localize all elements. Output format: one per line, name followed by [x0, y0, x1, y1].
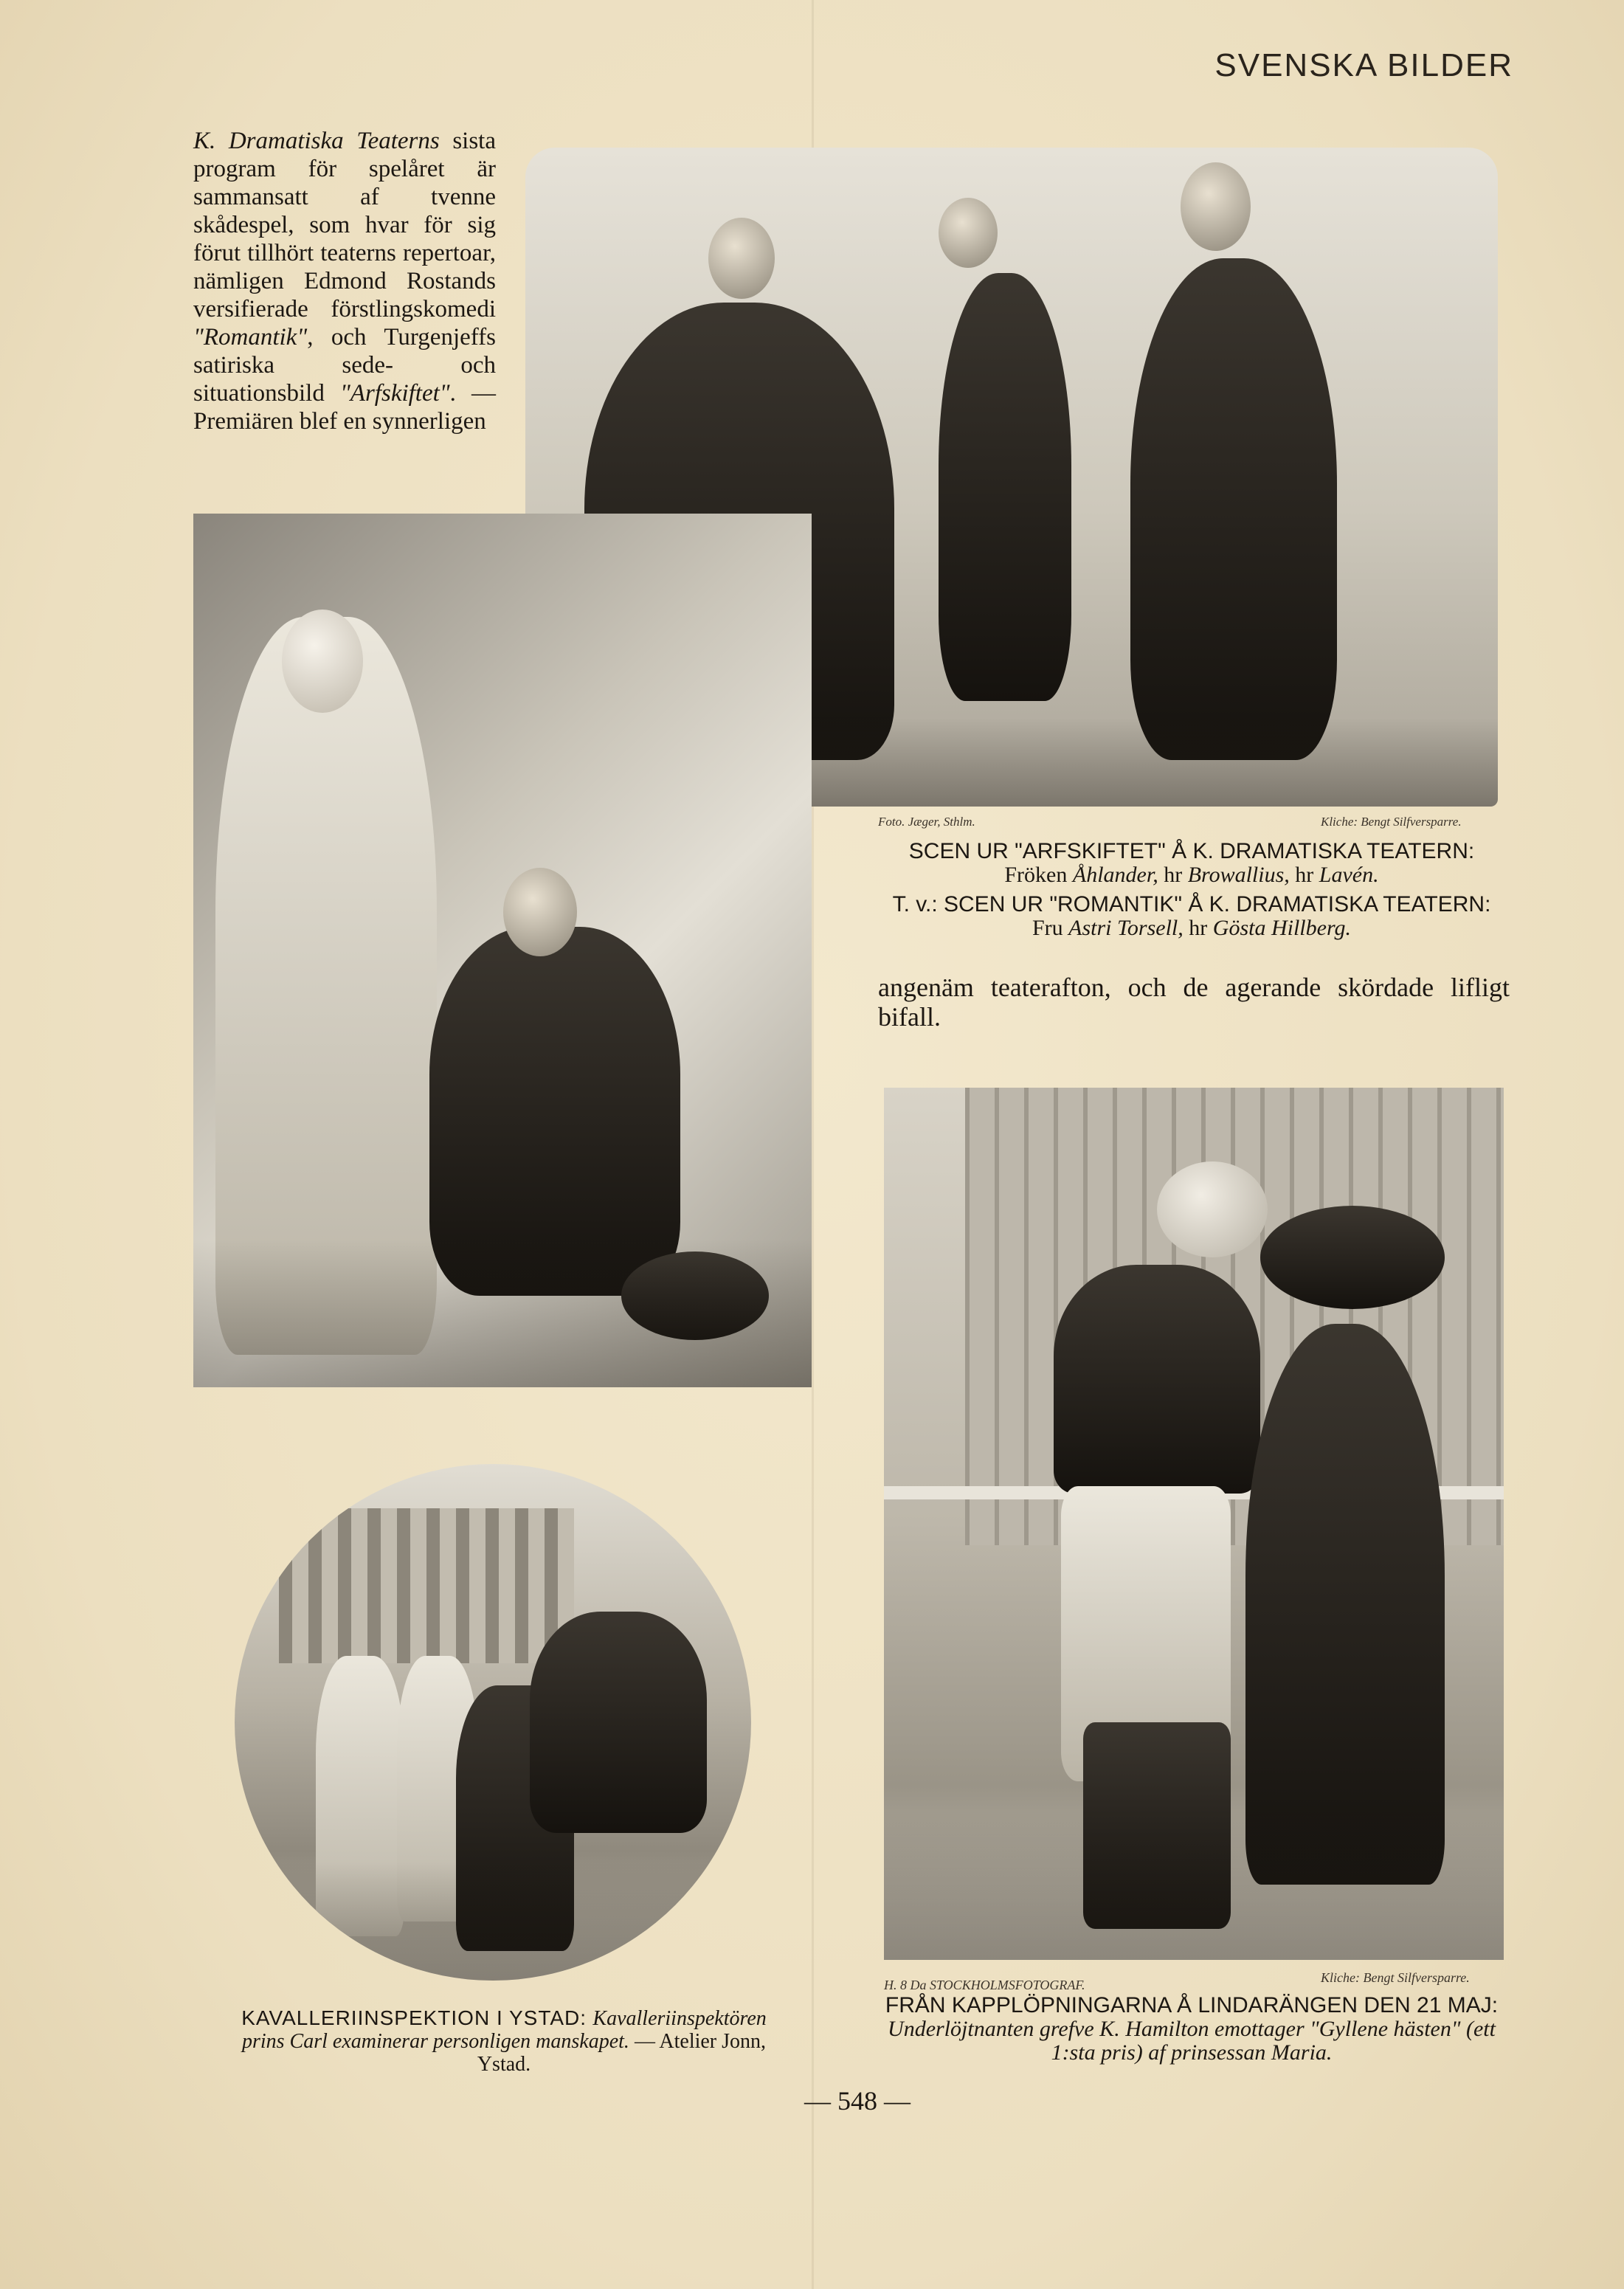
caption-race-sub: Underlöjtnanten grefve K. Hamilton emottager "Gyllene hästen" (ett 1:sta pris) af prinsessan Maria.	[888, 2017, 1496, 2065]
photo-floor	[193, 1240, 812, 1387]
figure-man-standing-head	[1181, 162, 1251, 251]
photo-ground	[235, 1862, 751, 1981]
figure-man-kneeling-head	[503, 868, 577, 956]
intro-lead: K. Dramatiska Teaterns	[193, 128, 440, 154]
caption-arfskiftet	[871, 840, 1513, 887]
page-header: SVENSKA BILDER	[1214, 47, 1513, 83]
figure-woman-veil-head	[282, 610, 363, 713]
caption-romantik-names: Fru Astri Torsell, hr Gösta Hillberg.	[1032, 916, 1352, 940]
race-cliche-credit: Kliche: Bengt Silfversparre.	[1321, 1970, 1470, 1985]
figure-man-bowing	[939, 273, 1071, 701]
caption-cavalry-title: KAVALLERIINSPEKTION I YSTAD:	[241, 2006, 587, 2029]
continuation-text: angenäm teaterafton, och de agerande skördade lifligt bifall.	[878, 973, 1510, 1032]
figure-man-bowing-head	[939, 198, 998, 268]
figure-woman-head	[708, 218, 775, 299]
cliche-credit-right: Kliche: Bengt Silfversparre.	[1321, 815, 1462, 829]
figure-jockey-helmet	[1157, 1161, 1268, 1257]
figure-jockey-jacket	[1054, 1265, 1260, 1494]
figure-princess-gown	[1245, 1324, 1445, 1885]
caption-race	[863, 1994, 1520, 2065]
photo-ground	[884, 1812, 1504, 1960]
caption-romantik-title: T. v.: SCEN UR "ROMANTIK" Å K. DRAMATISKA TEATERN:	[892, 892, 1491, 916]
caption-cavalry-sub: Kavalleriinspektören prins Carl examinerar personligen manskapet.	[241, 2007, 767, 2053]
photo-cavalry-inspection	[235, 1464, 751, 1981]
figure-horse	[530, 1612, 707, 1833]
figure-princess-hat	[1260, 1206, 1445, 1309]
caption-cavalry-credit: — Atelier Jonn, Ystad.	[477, 2030, 767, 2076]
caption-romantik	[871, 893, 1513, 940]
intro-title-romantik: "Romantik"	[193, 324, 308, 351]
race-photo-credit: H. 8 Da STOCKHOLMSFOTOGRAF.	[884, 1978, 1085, 1992]
barracks-building	[279, 1508, 574, 1663]
figure-man-standing	[1130, 258, 1337, 760]
intro-text-3: . — Premiären blef en synnerligen	[193, 380, 497, 435]
caption-cavalry	[235, 2007, 773, 2076]
caption-arfskiftet-names: Fröken Åhlander, hr Browallius, hr Lavén.	[1004, 863, 1379, 887]
intro-paragraph	[193, 127, 496, 435]
photo-romantik-scene	[193, 514, 812, 1387]
intro-text-2: , och Turgenjeffs satiriska sede- och situationsbild	[193, 324, 496, 407]
caption-race-title: FRÅN KAPPLÖPNINGARNA Å LINDARÄNGEN DEN 21 MAJ:	[885, 1993, 1499, 2017]
caption-arfskiftet-title: SCEN UR "ARFSKIFTET" Å K. DRAMATISKA TEATERN:	[908, 839, 1475, 863]
intro-title-arfskiftet: "Arfskiftet"	[339, 380, 450, 407]
photo-credit-left: Foto. Jæger, Sthlm.	[878, 815, 975, 829]
photo-lindarangen-race	[884, 1088, 1504, 1960]
page-number: — 548 —	[804, 2086, 911, 2116]
intro-text-1: sista program för spelåret är sammansatt af tvenne skådespel, som hvar för sig förut tillhört teaterns repertoar, nämligen Edmond Rostands versifierade förstlingskomedi	[193, 128, 496, 322]
